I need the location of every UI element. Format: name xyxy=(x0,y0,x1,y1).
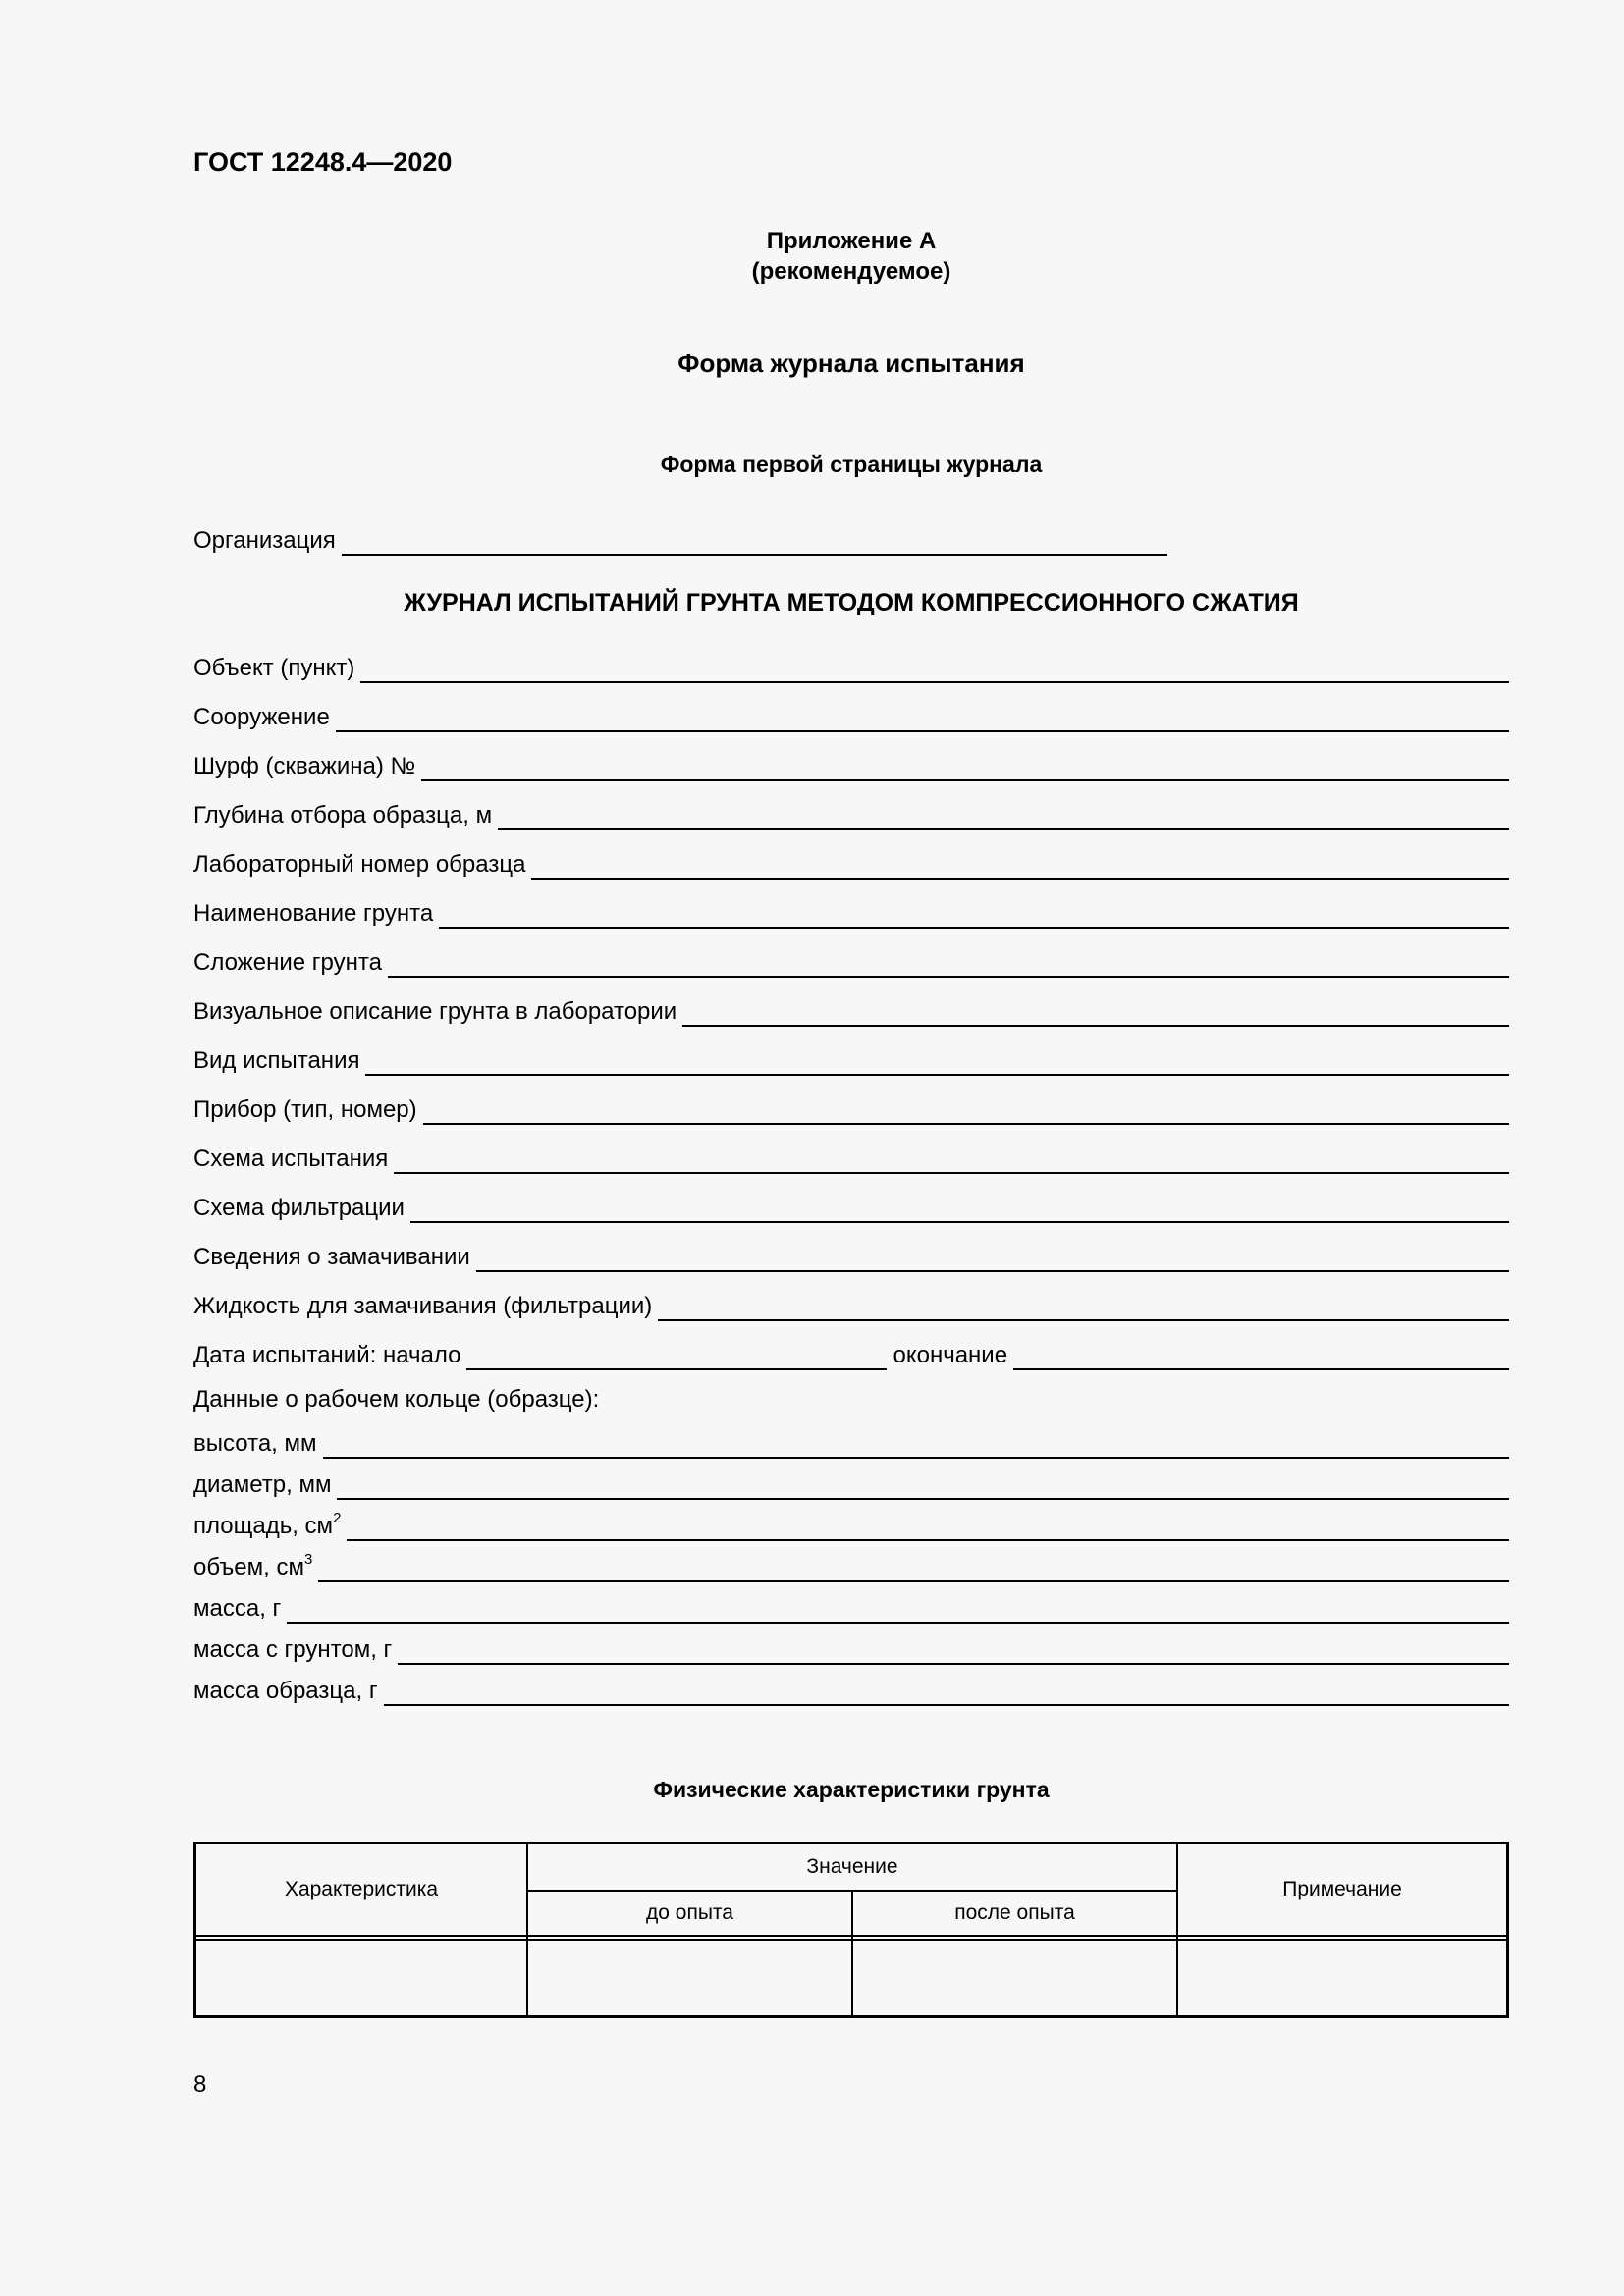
ring-mass-label: масса, г xyxy=(193,1595,282,1622)
field-soil-composition xyxy=(193,942,1509,978)
table-cell-note[interactable] xyxy=(1178,1941,1506,2015)
field-line[interactable] xyxy=(394,1145,1509,1174)
field-label: Вид испытания xyxy=(193,1047,360,1074)
test-end-label: окончание xyxy=(893,1342,1008,1368)
standard-number: ГОСТ 12248.4—2020 xyxy=(193,147,453,177)
field-visual-description xyxy=(193,991,1509,1027)
field-label: Наименование грунта xyxy=(193,900,434,927)
ring-volume-field xyxy=(193,1547,1509,1582)
col-value-header: Значение xyxy=(806,1855,898,1878)
ring-volume-line[interactable] xyxy=(318,1553,1509,1582)
field-label: Жидкость для замачивания (фильтрации) xyxy=(193,1293,653,1319)
organization-field xyxy=(193,520,1167,556)
field-soil-name xyxy=(193,893,1509,929)
field-soaking-liquid xyxy=(193,1286,1509,1321)
physical-characteristics-title: Физические характеристики грунта xyxy=(653,1777,1050,1802)
col-note-header: Примечание xyxy=(1282,1878,1402,1900)
field-soaking-info xyxy=(193,1237,1509,1272)
ring-mass-line[interactable] xyxy=(287,1594,1509,1624)
field-line[interactable] xyxy=(498,801,1509,830)
field-label: Схема испытания xyxy=(193,1146,389,1172)
ring-volume-label xyxy=(193,1553,318,1582)
col-before-header: до опыта xyxy=(646,1901,733,1924)
journal-title: ЖУРНАЛ ИСПЫТАНИЙ ГРУНТА МЕТОДОМ КОМПРЕССИОННОГО СЖАТИЯ xyxy=(404,589,1299,616)
field-device xyxy=(193,1090,1509,1125)
appendix-title: Приложение А xyxy=(766,228,937,254)
ring-area-sup: 2 xyxy=(333,1510,342,1526)
field-label: Сложение грунта xyxy=(193,949,382,976)
table-cell-before[interactable] xyxy=(528,1941,851,2015)
field-line[interactable] xyxy=(423,1095,1509,1125)
field-label: Глубина отбора образца, м xyxy=(193,802,493,828)
field-line[interactable] xyxy=(365,1046,1509,1076)
ring-area-text: площадь, см xyxy=(193,1513,334,1539)
field-line[interactable] xyxy=(388,948,1509,978)
ring-mass-with-soil-line[interactable] xyxy=(398,1635,1509,1665)
field-line[interactable] xyxy=(658,1292,1509,1321)
form-title: Форма журнала испытания xyxy=(677,348,1025,378)
ring-diameter-field xyxy=(193,1465,1509,1500)
field-pit xyxy=(193,746,1509,781)
test-end-line[interactable] xyxy=(1013,1341,1509,1370)
table-cell-characteristic[interactable] xyxy=(196,1941,526,2015)
ring-area-line[interactable] xyxy=(347,1512,1509,1541)
field-line[interactable] xyxy=(360,654,1509,683)
field-line[interactable] xyxy=(421,752,1509,781)
field-test-scheme xyxy=(193,1139,1509,1174)
field-line[interactable] xyxy=(439,899,1509,929)
ring-volume-sup: 3 xyxy=(303,1551,313,1568)
field-label: Сооружение xyxy=(193,704,330,730)
ring-area-label xyxy=(193,1512,347,1541)
table-cell-after[interactable] xyxy=(853,1941,1176,2015)
organization-label: Организация xyxy=(193,527,336,554)
field-label: Лабораторный номер образца xyxy=(193,851,526,878)
field-filtration-scheme xyxy=(193,1188,1509,1223)
field-line[interactable] xyxy=(336,703,1509,732)
sample-mass-label: масса образца, г xyxy=(193,1678,378,1704)
field-label: Схема фильтрации xyxy=(193,1195,405,1221)
ring-mass-with-soil-label: масса с грунтом, г xyxy=(193,1636,393,1663)
ring-mass-field xyxy=(193,1588,1509,1624)
table-border-right xyxy=(1506,1842,1509,2018)
ring-height-field xyxy=(193,1423,1509,1459)
field-label: Объект (пункт) xyxy=(193,655,355,681)
first-page-title: Форма первой страницы журнала xyxy=(660,452,1043,477)
field-label: Прибор (тип, номер) xyxy=(193,1096,417,1123)
field-depth xyxy=(193,795,1509,830)
field-test-dates xyxy=(193,1335,1509,1370)
field-structure xyxy=(193,697,1509,732)
ring-area-field xyxy=(193,1506,1509,1541)
test-start-label: Дата испытаний: начало xyxy=(193,1342,461,1368)
ring-height-label: высота, мм xyxy=(193,1430,317,1457)
col-after-header: после опыта xyxy=(954,1901,1075,1924)
field-line[interactable] xyxy=(410,1194,1509,1223)
col-characteristic-header: Характеристика xyxy=(284,1878,439,1900)
sample-mass-field xyxy=(193,1671,1509,1706)
ring-height-line[interactable] xyxy=(323,1429,1510,1459)
field-test-type xyxy=(193,1041,1509,1076)
ring-diameter-label: диаметр, мм xyxy=(193,1471,332,1498)
ring-volume-text: объем, см xyxy=(193,1554,304,1580)
field-label: Визуальное описание грунта в лаборатории xyxy=(193,998,677,1025)
appendix-status: (рекомендуемое) xyxy=(751,258,951,285)
field-line[interactable] xyxy=(531,850,1509,880)
appendix-heading xyxy=(0,226,1624,287)
sample-mass-line[interactable] xyxy=(384,1677,1509,1706)
test-start-line[interactable] xyxy=(466,1341,887,1370)
ring-mass-with-soil-field xyxy=(193,1629,1509,1665)
field-object xyxy=(193,648,1509,683)
field-line[interactable] xyxy=(476,1243,1509,1272)
field-line[interactable] xyxy=(682,997,1509,1027)
page-number: 8 xyxy=(193,2071,207,2098)
ring-data-heading: Данные о рабочем кольце (образце): xyxy=(193,1386,600,1413)
ring-diameter-line[interactable] xyxy=(337,1470,1509,1500)
field-lab-number xyxy=(193,844,1509,880)
field-label: Сведения о замачивании xyxy=(193,1244,470,1270)
organization-line[interactable] xyxy=(342,526,1167,556)
physical-characteristics-table xyxy=(193,1842,1509,2018)
field-label: Шурф (скважина) № xyxy=(193,753,416,779)
